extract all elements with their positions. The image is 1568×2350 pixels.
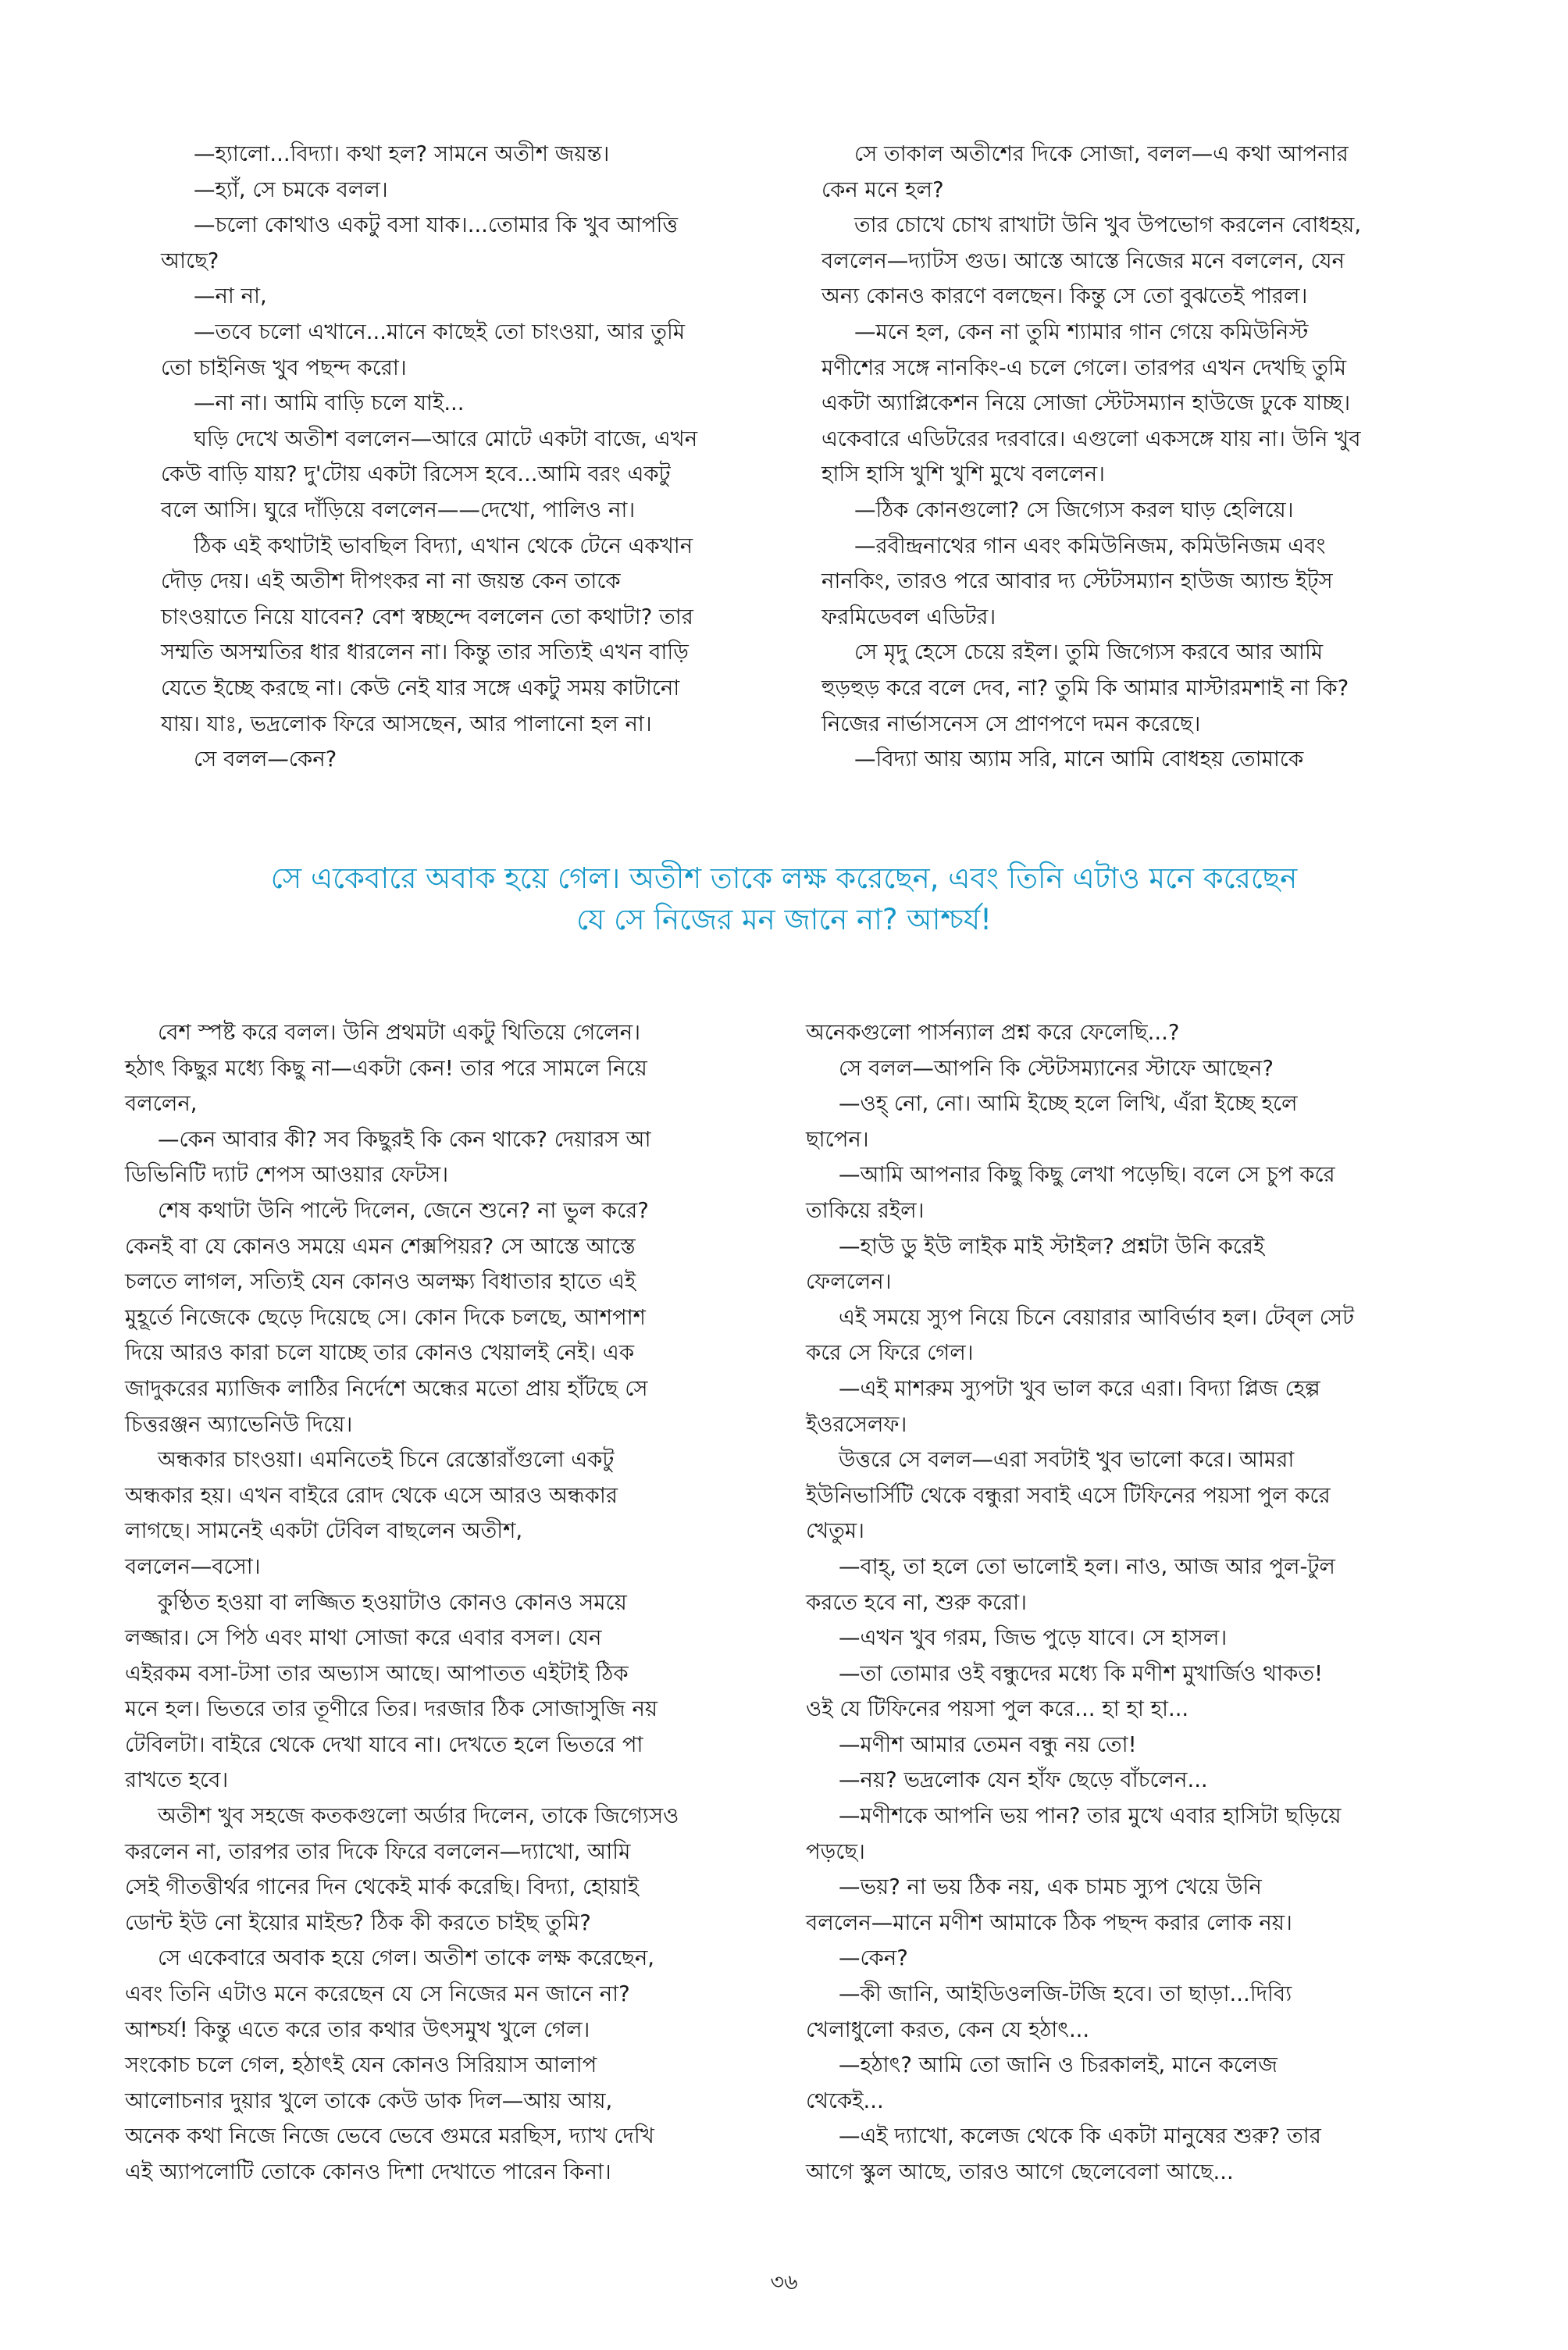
text-line: —ভয়? না ভয় ঠিক নয়, এক চামচ স্যুপ খেয়ে উনি [839,1874,1262,1900]
text-line: আলোচনার দুয়ার খুলে তাকে কেউ ডাক দিল—আয় আয়, [125,2088,613,2113]
text-line: এবং তিনি এটাও মনে করেছেন যে সে নিজের মন জানে না? [125,1981,630,2007]
text-line: —হ্যালো...বিদ্যা। কথা হল? সামনে অতীশ জয়ন্ত। [194,141,610,166]
text-line: ছাপেন। [806,1126,869,1152]
text-line: অনেক কথা নিজে নিজে ভেবে ভেবে গুমরে মরছিস, দ্যাখ দেখি [125,2124,654,2149]
text-line: সেই গীতত্তীর্থর গানের দিন থেকেই মার্ক করেছি। বিদ্যা, হোয়াই [125,1874,640,1900]
text-line: বললেন—দ্যাটস গুড। আস্তে আস্তে নিজের মনে বললেন, যেন [821,248,1345,273]
text-line: শেষ কথাটা উনি পাল্টে দিলেন, জেনে শুনে? না ভুল করে? [158,1197,649,1223]
text-line: —বাহ্‌, তা হলে তো ভালোই হল। নাও, আজ আর পুল-টুল [839,1553,1335,1579]
text-line: অনেকগুলো পার্সন্যাল প্রশ্ন করে ফেলেছি...? [806,1020,1180,1045]
text-line: বললেন, [125,1091,198,1117]
text-line: —এই দ্যাখো, কলেজ থেকে কি একটা মানুষের শুরু? তার [839,2124,1321,2149]
text-line: টেবিলটা। বাইরে থেকে দেখা যাবে না। দেখতে হলে ভিতরে পা [125,1731,643,1757]
text-line: কুণ্ঠিত হওয়া বা লজ্জিত হওয়াটাও কোনও কোনও সময়ে [158,1589,627,1615]
text-line: —না না। আমি বাড়ি চলে যাই... [194,390,465,416]
text-line: যেতে ইচ্ছে করছে না। কেউ নেই যার সঙ্গে একটু সময় কাটানো [161,675,680,701]
text-line: অন্ধকার হয়। এখন বাইরে রোদ থেকে এসে আরও অন্ধকার [125,1482,618,1508]
text-line: —আমি আপনার কিছু কিছু লেখা পড়েছি। বলে সে চুপ করে [839,1162,1335,1188]
text-line: বললেন—বসো। [125,1553,261,1579]
text-line: সংকোচ চলে গেল, হঠাৎই যেন কোনও সিরিয়াস আলাপ [125,2052,597,2078]
text-line: সে বলল—আপনি কি স্টেটসম্যানের স্টাফে আছেন? [839,1055,1274,1081]
text-line: এই অ্যাপলোটি তোকে কোনও দিশা দেখাতে পারেন কিনা। [125,2159,611,2184]
text-column-bottom-right [806,1015,1454,2191]
text-line: অন্ধকার চাংওয়া। এমনিতেই চিনে রেস্তোরাঁগুলো একটু [158,1447,615,1473]
text-line: তাকিয়ে রইল। [806,1197,925,1223]
text-line: —হাউ ডু ইউ লাইক মাই স্টাইল? প্রশ্নটা উনি করেই [839,1233,1265,1259]
pull-quote-line-2: যে সে নিজের মন জানে না? আশ্চর্য! [576,903,992,936]
text-line: বললেন—মানে মণীশ আমাকে ঠিক পছন্দ করার লোক নয়। [806,1910,1292,1935]
text-line: ফরমিডেবল এডিটর। [821,604,996,629]
text-line: এইরকম বসা-টসা তার অভ্যাস আছে। আপাতত এইটাই ঠিক [125,1660,629,1686]
text-line: অতীশ খুব সহজে কতকগুলো অর্ডার দিলেন, তাকে জিগ্যেসও [158,1803,679,1829]
text-line: বেশ স্পষ্ট করে বলল। উনি প্রথমটা একটু থিতিয়ে গেলেন। [158,1020,641,1045]
text-line: —মণীশ আমার তেমন বন্ধু নয় তো! [839,1731,1137,1757]
text-line: তো চাইনিজ খুব পছন্দ করো। [161,355,407,380]
text-line: —মনে হল, কেন না তুমি শ্যামার গান গেয়ে কমিউনিস্ট [854,319,1309,344]
text-line: —রবীন্দ্রনাথের গান এবং কমিউনিজম, কমিউনিজম এবং [854,533,1326,558]
text-line: দিয়ে আরও কারা চলে যাচ্ছে তার কোনও খেয়ালই নেই। এক [125,1340,635,1366]
text-line: একটা অ্যাপ্লিকেশন নিয়ে সোজা স্টেটসম্যান হাউজে ঢুকে যাচ্ছ। [821,390,1351,416]
text-line: —এখন খুব গরম, জিভ পুড়ে যাবে। সে হাসল। [839,1625,1228,1651]
text-line: —বিদ্যা আয় অ্যাম সরি, মানে আমি বোধহয় তোমাকে [854,747,1304,772]
text-line: বলে আসি। ঘুরে দাঁড়িয়ে বললেন——দেখো, পালিও না। [161,497,636,522]
text-line: —হঠাৎ? আমি তো জানি ও চিরকালই, মানে কলেজ [839,2052,1278,2078]
text-line: —মণীশকে আপনি ভয় পান? তার মুখে এবার হাসিটা ছড়িয়ে [839,1803,1342,1829]
text-line: করতে হবে না, শুরু করো। [806,1589,1027,1615]
text-line: পড়ছে। [806,1838,865,1864]
text-line: কেউ বাড়ি যায়? দু'টোয় একটা রিসেস হবে...আমি বরং একটু [161,462,671,487]
text-line: সম্মতি অসম্মতির ধার ধারলেন না। কিন্তু তার সত্যিই এখন বাড়ি [161,640,689,665]
text-line: লজ্জার। সে পিঠ এবং মাথা সোজা করে এবার বসল। যেন [125,1625,602,1651]
text-line: হাসি হাসি খুশি খুশি মুখে বললেন। [821,462,1105,487]
text-line: ঠিক এই কথাটাই ভাবছিল বিদ্যা, এখান থেকে টেনে একখান [194,533,693,558]
text-line: করলেন না, তারপর তার দিকে ফিরে বললেন—দ্যাখো, আমি [125,1838,631,1864]
text-line: নানকিং, তারও পরে আবার দ্য স্টেটসম্যান হাউজ অ্যান্ড ইট্স [821,569,1333,594]
text-line: —নয়? ভদ্রলোক যেন হাঁফ ছেড়ে বাঁচলেন... [839,1767,1208,1793]
text-line: —কেন? [839,1945,908,1971]
text-column-top-left [161,137,770,778]
text-line: ইওরসেলফ। [806,1411,907,1437]
text-column-top-right [821,137,1446,778]
text-line: দৌড় দেয়। এই অতীশ দীপংকর না না জয়ন্ত কেন তাকে [161,569,621,594]
text-line: চাংওয়াতে নিয়ে যাবেন? বেশ স্বচ্ছন্দে বললেন তো কথাটা? তার [161,604,693,629]
text-line: যায়। যাঃ, ভদ্রলোক ফিরে আসছেন, আর পালানো হল না। [161,711,652,736]
text-line: মণীশের সঙ্গে নানকিং-এ চলে গেলে। তারপর এখন দেখছি তুমি [821,355,1347,380]
text-line: খেতুম। [806,1518,864,1544]
text-line: এই সময়ে স্যুপ নিয়ে চিনে বেয়ারার আবির্ভাব হল। টেব্‌ল সেট [839,1304,1354,1330]
text-line: ফেললেন। [806,1269,892,1295]
text-line: ডোন্ট ইউ নো ইয়োর মাইন্ড? ঠিক কী করতে চাইছ তুমি? [125,1910,591,1935]
text-line: —তবে চলো এখানে...মানে কাছেই তো চাংওয়া, আর তুমি [194,319,686,344]
text-line: আছে? [161,248,219,273]
text-line: —ওহ্‌ নো, নো। আমি ইচ্ছে হলে লিখি, এঁরা ইচ্ছে হলে [839,1091,1298,1117]
text-line: —তা তোমার ওই বন্ধুদের মধ্যে কি মণীশ মুখার্জিও থাকত! [839,1660,1323,1686]
text-line: একেবারে এডিটরের দরবারে। এগুলো একসঙ্গে যায় না। উনি খুব [821,426,1361,451]
text-line: আশ্চর্য! কিন্তু এতে করে তার কথার উৎসমুখ খুলে গেল। [125,2017,590,2042]
text-line: —হ্যাঁ, সে চমকে বলল। [194,177,388,202]
text-line: জাদুকরের ম্যাজিক লাঠির নির্দেশে অন্ধের মতো প্রায় হাঁটছে সে [125,1375,648,1401]
text-line: চিত্তরঞ্জন অ্যাভেনিউ দিয়ে। [125,1411,353,1437]
text-line: —কেন আবার কী? সব কিছুরই কি কেন থাকে? দেয়ারস আ [158,1126,651,1152]
text-line: করে সে ফিরে গেল। [806,1340,974,1366]
text-line: উত্তরে সে বলল—এরা সবটাই খুব ভালো করে। আমরা [839,1447,1295,1473]
text-line: খেলাধুলো করত, কেন যে হঠাৎ... [806,2017,1090,2042]
text-line: সে একেবারে অবাক হয়ে গেল। অতীশ তাকে লক্ষ করেছেন, [158,1945,655,1971]
text-line: আগে স্কুল আছে, তারও আগে ছেলেবেলা আছে... [806,2159,1234,2184]
text-line: ইউনিভার্সিটি থেকে বন্ধুরা সবাই এসে টিফিনের পয়সা পুল করে [806,1482,1331,1508]
text-line: মনে হল। ভিতরে তার তূণীরে তির। দরজার ঠিক সোজাসুজি নয় [125,1696,658,1722]
text-line: নিজের নার্ভাসনেস সে প্রাণপণে দমন করেছে। [821,711,1201,736]
text-line: সে তাকাল অতীশের দিকে সোজা, বলল—এ কথা আপনার [854,141,1349,166]
text-line: ওই যে টিফিনের পয়সা পুল করে... হা হা হা... [806,1696,1189,1722]
text-line: লাগছে। সামনেই একটা টেবিল বাছলেন অতীশ, [125,1518,523,1544]
pull-quote-line-1: সে একেবারে অবাক হয়ে গেল। অতীশ তাকে লক্ষ করেছেন, এবং তিনি এটাও মনে করেছেন [270,861,1298,895]
text-column-bottom-left [125,1015,773,2191]
text-line: সে মৃদু হেসে চেয়ে রইল। তুমি জিগ্যেস করবে আর আমি [854,640,1324,665]
text-line: —কী জানি, আইডিওলজি-টজি হবে। তা ছাড়া...দিব্যি [839,1981,1292,2007]
text-line: অন্য কোনও কারণে বলছেন। কিন্তু সে তো বুঝতেই পারল। [821,283,1308,309]
text-line: —চলো কোথাও একটু বসা যাক।...তোমার কি খুব আপত্তি [194,212,679,238]
pull-quote [117,858,1451,940]
text-line: হঠাৎ কিছুর মধ্যে কিছু না—একটা কেন! তার পরে সামলে নিয়ে [125,1055,647,1081]
text-line: —এই মাশরুম স্যুপটা খুব ভাল করে এরা। বিদ্যা প্লিজ হেল্প [839,1375,1320,1401]
text-line: কেনই বা যে কোনও সময়ে এমন শেক্সপিয়র? সে আস্তে আস্তে [125,1233,636,1259]
text-line: কেন মনে হল? [821,177,944,202]
text-line: সে বলল—কেন? [194,747,337,772]
text-line: চলতে লাগল, সত্যিই যেন কোনও অলক্ষ্য বিধাতার হাতে এই [125,1269,636,1295]
text-line: হুড়হুড় করে বলে দেব, না? তুমি কি আমার মাস্টারমশাই না কি? [821,675,1349,701]
text-line: থেকেই... [806,2088,884,2113]
text-line: মুহূর্তে নিজেকে ছেড়ে দিয়েছে সে। কোন দিকে চলছে, আশপাশ [125,1304,646,1330]
text-line: —না না, [194,283,267,309]
text-line: ডিভিনিটি দ্যাট শেপস আওয়ার ফেটস। [125,1162,449,1188]
text-line: রাখতে হবে। [125,1767,229,1793]
text-line: —ঠিক কোনগুলো? সে জিগ্যেস করল ঘাড় হেলিয়ে। [854,497,1294,522]
page-number: ৩৬ [770,2270,798,2295]
text-line: ঘড়ি দেখে অতীশ বললেন—আরে মোটে একটা বাজে, এখন [194,426,698,451]
text-line: তার চোখে চোখ রাখাটা উনি খুব উপভোগ করলেন বোধহয়, [854,212,1362,238]
